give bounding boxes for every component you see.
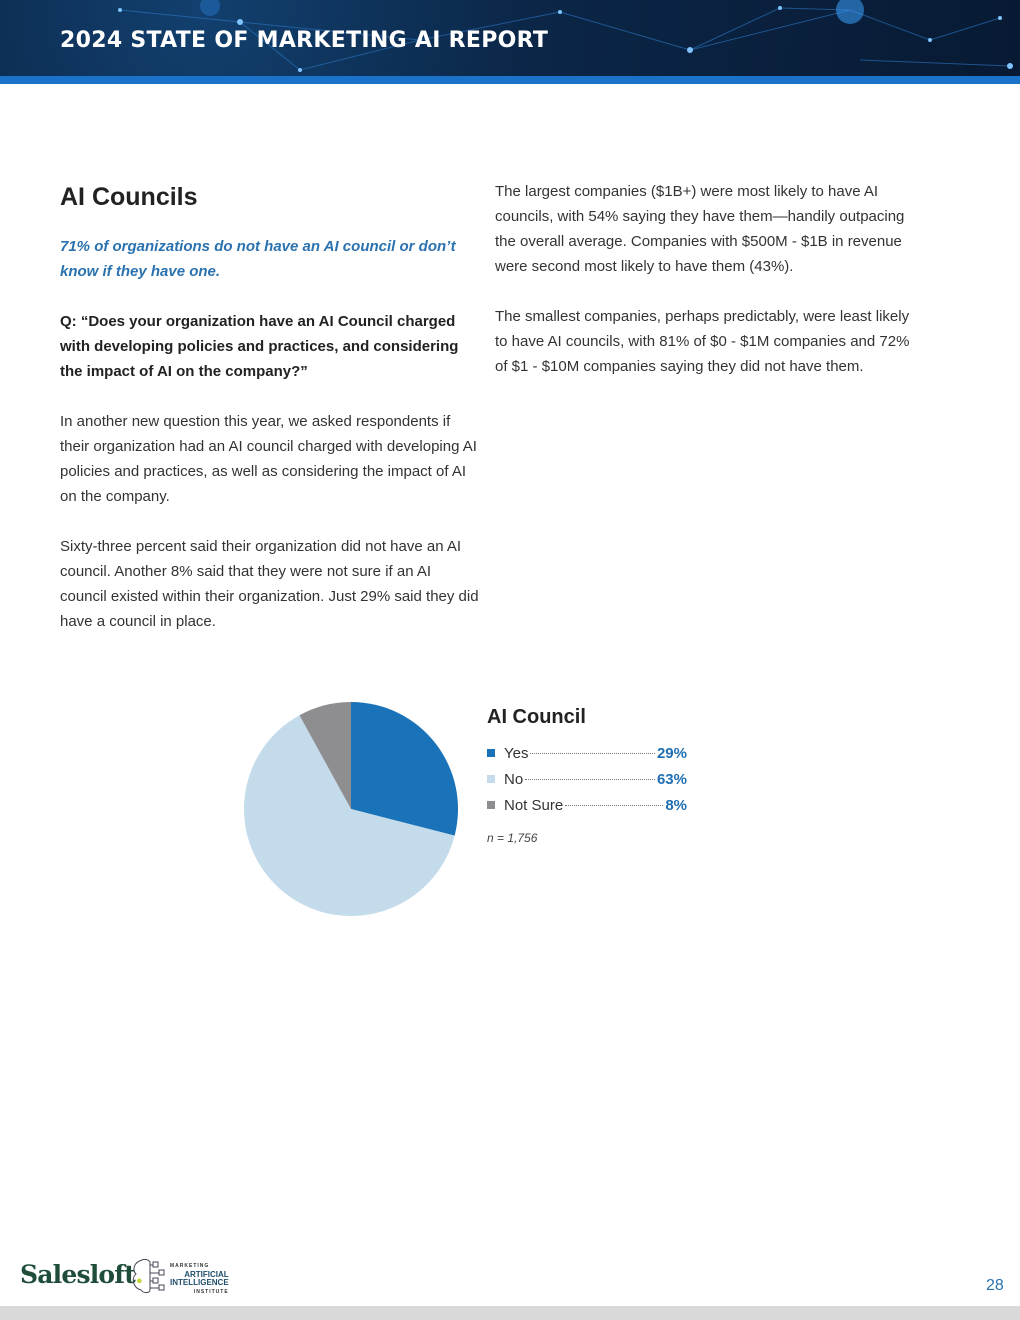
pie-chart — [240, 698, 464, 922]
chart-legend — [487, 703, 687, 845]
bottom-bar — [0, 1306, 1020, 1320]
maii-logo-text: MARKETING ARTIFICIAL INTELLIGENCE INSTITUTE — [170, 1263, 229, 1295]
survey-question: Q: “Does your organization have an AI Council charged with developing policies and practices, and considering the impact of AI on the company?” — [60, 313, 459, 380]
legend-label-not-sure: Not Sure — [504, 797, 564, 814]
right-column — [495, 180, 915, 379]
footer-logos — [20, 1254, 240, 1296]
legend-item-yes — [487, 745, 687, 771]
report-title: 2024 STATE OF MARKETING AI REPORT — [60, 28, 549, 53]
chart-title: AI Council — [487, 706, 586, 728]
leader-dots — [530, 753, 654, 754]
legend-swatch-no — [487, 775, 495, 783]
legend-label-yes: Yes — [504, 745, 529, 762]
left-paragraph-1: In another new question this year, we asked respondents if their organization had an AI council charged with developing AI policies and practices, as well as considering the impact of AI on the company. — [60, 413, 477, 505]
pie-chart-svg — [240, 698, 464, 922]
legend-swatch-yes — [487, 749, 495, 757]
legend-swatch-not-sure — [487, 801, 495, 809]
legend-label-no: No — [504, 771, 524, 788]
brain-circuit-icon — [128, 1256, 168, 1296]
page-number: 28 — [986, 1277, 1004, 1294]
legend-item-no — [487, 771, 687, 797]
legend-item-not-sure — [487, 797, 687, 823]
legend-value-yes: 29% — [656, 745, 687, 762]
left-paragraph-2: Sixty-three percent said their organization did not have an AI council. Another 8% said that they were not sure if an AI council existed within their organization. Just 29% said they did have a council in place. — [60, 538, 479, 630]
leader-dots — [525, 779, 655, 780]
left-column — [60, 180, 480, 634]
section-title: AI Councils — [60, 183, 198, 211]
sample-size-note: n = 1,756 — [487, 831, 538, 845]
highlight-callout: 71% of organizations do not have an AI council or don’t know if they have one. — [60, 238, 456, 280]
salesloft-logo: Salesloft. — [20, 1260, 143, 1289]
legend-value-not-sure: 8% — [665, 797, 687, 814]
right-paragraph-2: The smallest companies, perhaps predictably, were least likely to have AI councils, with 81% of $0 - $1M companies and 72% of $1 - $10M companies saying they did not have them. — [495, 308, 910, 375]
legend-value-no: 63% — [656, 771, 687, 788]
header-accent-strip — [0, 76, 1020, 84]
leader-dots — [565, 805, 663, 806]
header-banner — [0, 0, 1020, 76]
right-paragraph-1: The largest companies ($1B+) were most likely to have AI councils, with 54% saying they have them—handily outpacing the overall average. Companies with $500M - $1B in revenue were second most likely to have them (43%). — [495, 183, 905, 275]
